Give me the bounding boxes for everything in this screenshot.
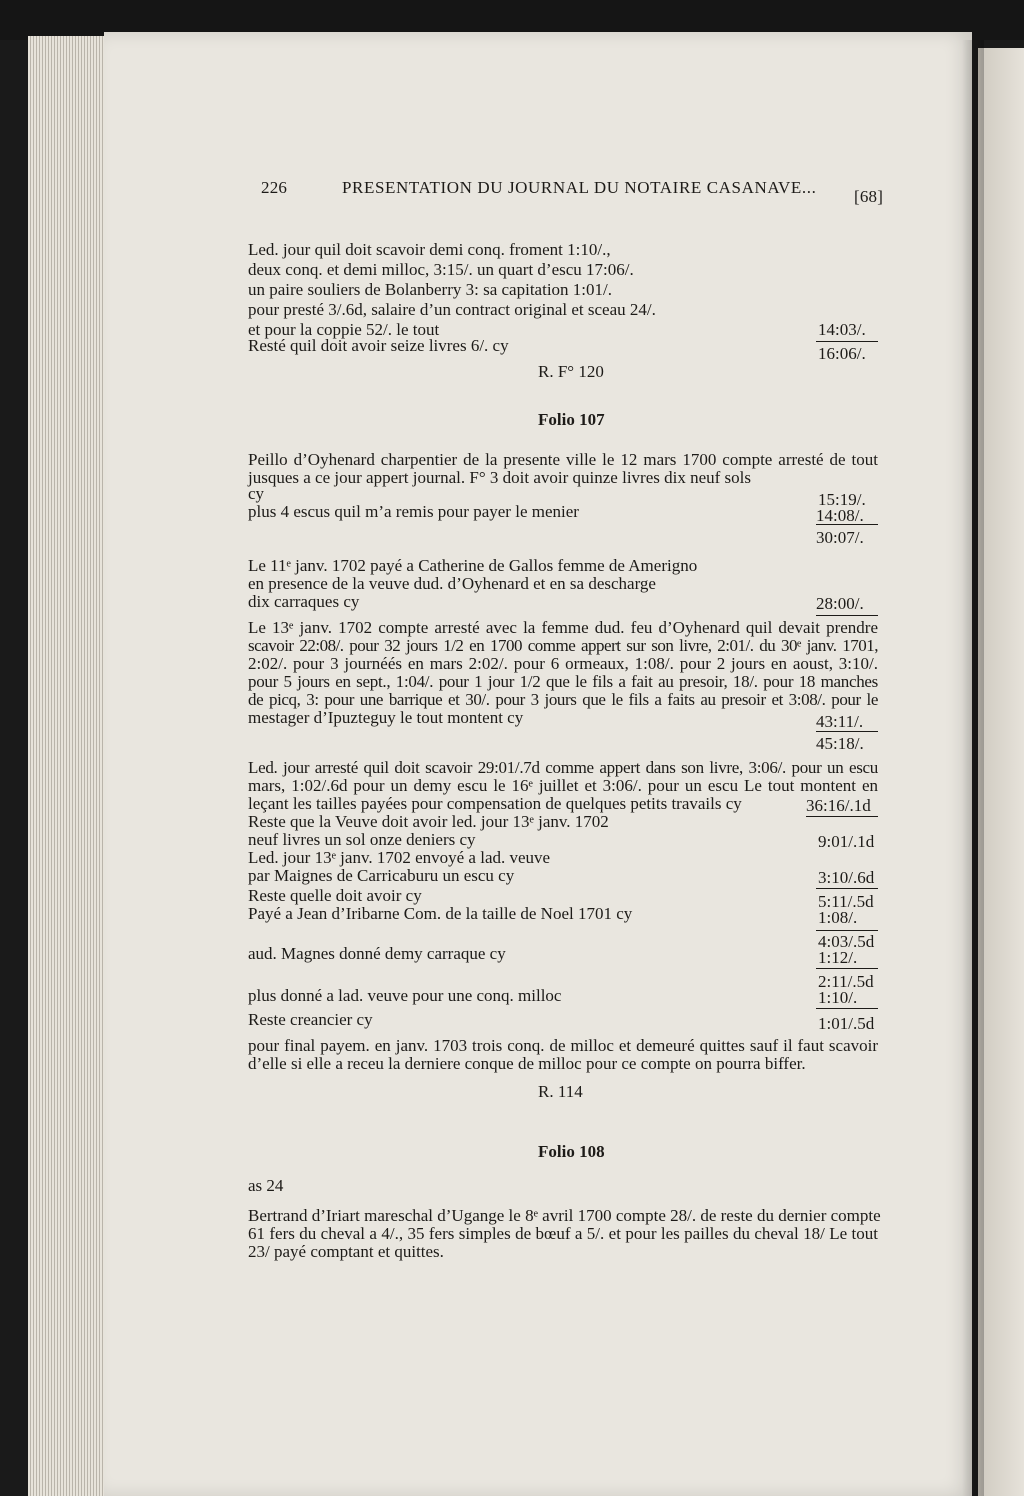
text-line: pour presté 3/.6d, salaire d’un contract original et sceau 24/. [248, 300, 656, 319]
sum-rule [816, 888, 878, 889]
text-line: Reste creancier cy [248, 1010, 373, 1029]
text-line: Led. jour arresté quil doit scavoir 29:01/.7d comme appert dans son livre, 3:06/. pour un escu [248, 758, 878, 777]
facing-page-edge [978, 48, 1024, 1496]
amount: 43:11/. [816, 712, 864, 731]
text-line: 61 fers du cheval a 4/., 35 fers simples de bœuf a 5/. et pour les pailles du cheval 18/ Le tout [248, 1224, 878, 1243]
text-line: par Maignes de Carricaburu un escu cy [248, 866, 515, 885]
text-line: 2:02/. pour 3 journéés en mars 2:02/. pour 6 ormeaux, 1:08/. pour 2 jours en aoust, 3:10/. [248, 654, 878, 673]
amount: 45:18/. [816, 734, 864, 753]
text-line: pour final payem. en janv. 1703 trois conq. de milloc et demeuré quittes sauf il faut scavoir [248, 1036, 878, 1055]
amount: 1:01/.5d [818, 1014, 875, 1033]
sum-rule [806, 816, 878, 817]
text-line: Reste quelle doit avoir cy [248, 886, 422, 905]
text-line: leçant les tailles payées pour compensation de quelques petits travails cy [248, 794, 742, 813]
folio-reference: R. 114 [538, 1082, 583, 1101]
amount: 28:00/. [816, 594, 864, 613]
text-line: dix carraques cy [248, 592, 360, 611]
amount: 1:12/. [818, 948, 858, 967]
text-line: d’elle si elle a receu la derniere conque de milloc pour ce compte on pourra biffer. [248, 1054, 806, 1073]
text-line: aud. Magnes donné demy carraque cy [248, 944, 506, 963]
text-line: Bertrand d’Iriart mareschal d’Ugange le 8ᵉ avril 1700 compte 28/. de reste du dernier compte [248, 1206, 881, 1225]
sum-rule [816, 731, 878, 732]
amount: 1:08/. [818, 908, 858, 927]
folio-heading: Folio 107 [538, 410, 605, 429]
sum-rule [816, 524, 878, 525]
sum-rule [816, 930, 878, 931]
amount: 3:10/.6d [818, 868, 875, 887]
text-line: mestager d’Ipuzteguy le tout montent cy [248, 708, 524, 727]
text-line: plus 4 escus quil m’a remis pour payer le menier [248, 502, 579, 521]
text-line: scavoir 22:08/. pour 32 jours 1/2 en 1700 comme appert sur son livre, 2:01/. du 30ᵉ janv. 1701, [248, 636, 878, 655]
amount: 2:11/.5d [818, 972, 874, 991]
text-line: un paire souliers de Bolanberry 3: sa capitation 1:01/. [248, 280, 612, 299]
text-line: Resté quil doit avoir seize livres 6/. cy [248, 336, 509, 355]
amount: 15:19/. [818, 490, 866, 509]
text-line: Le 11ᵉ janv. 1702 payé a Catherine de Gallos femme de Amerigno [248, 556, 698, 575]
text-line: en presence de la veuve dud. d’Oyhenard et en sa descharge [248, 574, 656, 593]
text-line: Peillo d’Oyhenard charpentier de la presente ville le 12 mars 1700 compte arresté de tout [248, 450, 878, 469]
text-line: Reste que la Veuve doit avoir led. jour 13ᵉ janv. 1702 [248, 812, 609, 831]
page-number: 226 [261, 178, 288, 197]
amount: 1:10/. [818, 988, 858, 1007]
sum-rule [816, 615, 878, 616]
text-line: et pour la coppie 52/. le tout [248, 320, 440, 339]
text-line: neuf livres un sol onze deniers cy [248, 830, 476, 849]
text-line: mars, 1:02/.6d pour un demy escu le 16ᵉ juillet et 3:06/. pour un escu Le tout montent en [248, 776, 878, 795]
amount: 4:03/.5d [818, 932, 875, 951]
amount: 5:11/.5d [818, 892, 874, 911]
margin-note: as 24 [248, 1176, 284, 1195]
text-line: Led. jour quil doit scavoir demi conq. froment 1:10/., [248, 240, 611, 259]
text-line: Payé a Jean d’Iribarne Com. de la taille de Noel 1701 cy [248, 904, 633, 923]
sum-rule [816, 1008, 878, 1009]
amount: 9:01/.1d [818, 832, 875, 851]
folio-heading: Folio 108 [538, 1142, 605, 1161]
sum-rule [816, 341, 878, 342]
sum-rule [816, 968, 878, 969]
running-title: PRESENTATION DU JOURNAL DU NOTAIRE CASANAVE... [342, 178, 817, 197]
amount: 16:06/. [818, 344, 866, 363]
amount: 30:07/. [816, 528, 864, 547]
text-line: deux conq. et demi milloc, 3:15/. un quart d’escu 17:06/. [248, 260, 634, 279]
text-line: Led. jour 13ᵉ janv. 1702 envoyé a lad. veuve [248, 848, 551, 867]
page-edges [28, 36, 108, 1496]
text-line: Le 13ᵉ janv. 1702 compte arresté avec la femme dud. feu d’Oyhenard quil devait prendre [248, 618, 878, 637]
bracket-page-number: [68] [854, 187, 884, 206]
text-line: cy [248, 484, 265, 503]
text-line: pour 5 jours en sept., 1:04/. pour 1 jour 1/2 que le fils a fait au presoir, 18/. pour 18 manches [248, 672, 878, 691]
book-page [104, 32, 972, 1496]
text-line: de picq, 3: pour une barrique et 30/. pour 3 jours que le fils a faits au presoir et 3:08/. pour le [248, 690, 878, 709]
text-line: 23/ payé comptant et quittes. [248, 1242, 444, 1261]
gutter-shadow [962, 40, 984, 1496]
text-line: jusques a ce jour appert journal. F° 3 doit avoir quinze livres dix neuf sols [248, 468, 751, 487]
amount: 14:08/. [816, 506, 864, 525]
text-line: plus donné a lad. veuve pour une conq. milloc [248, 986, 562, 1005]
amount: 14:03/. [818, 320, 866, 339]
folio-reference: R. F° 120 [538, 362, 604, 381]
amount: 36:16/.1d [806, 796, 871, 815]
